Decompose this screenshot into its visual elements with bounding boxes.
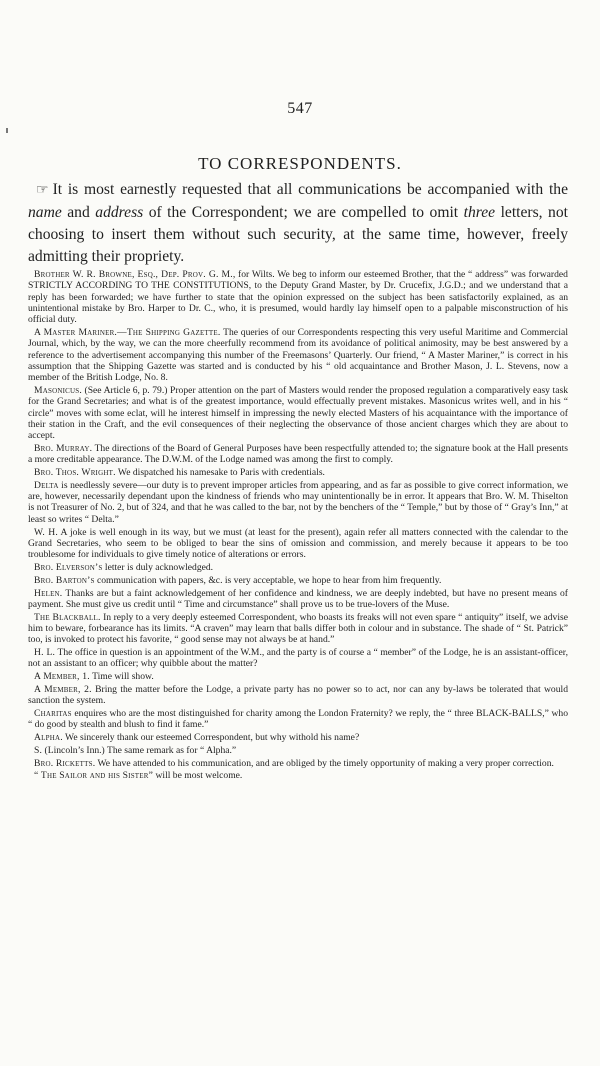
note-head: Charitas [34, 707, 72, 719]
note-helen [28, 588, 568, 611]
note-head: Bro. Thos. Wright. [34, 467, 116, 479]
note-head: Bro. Ricketts. [34, 757, 96, 769]
note-masonicus [28, 385, 568, 441]
note-ricketts [28, 758, 568, 769]
note-member-2 [28, 684, 568, 707]
note-head: H. L. [34, 647, 56, 658]
intro-emphasis-name: name [28, 204, 62, 221]
note-body: communication with papers, &c. is very acceptable, we hope to hear from him frequently. [94, 574, 442, 586]
intro-text-3: of the Correspondent; we are compelled to omit [143, 204, 464, 221]
note-head: Bro. Elverson’s [34, 561, 103, 573]
intro-emphasis-three: three [463, 204, 496, 221]
note-body: Bring the matter before the Lodge, a private party has no power so to act, nor can any by-laws be tolerated that would sanction the system. [28, 683, 568, 707]
note-body: (See Article 6, p. 79.) Proper attention on the part of Masters would render the proposed regulation a comparatively easy task for the Grand Secretaries; and what is of the greatest importance, would effectually prevent mistakes. Masonicus writes well, and in his “ circle” moves with some eclat, will he interest himself in impressing the newly elected Masters of his acquaintance with the importance of their station in the Craft, and the evil consequences of their neglecting the observance of those ancient charges which they are about to accept. [28, 384, 568, 442]
note-head: The Blackball. [34, 611, 101, 623]
note-body: A joke is well enough in its way, but we must (at least for the present), again refer all matters connected with the calendar to the Grand Secretaries, who seem to be obliged to bear the sins of omission and commission, and merely because it appears to be too troublesome for individuals to give timely notice of alterations or errors. [28, 526, 568, 561]
note-body: We dispatched his namesake to Paris with credentials. [115, 467, 325, 479]
note-wh [28, 527, 568, 561]
note-head: Masonicus. [34, 384, 82, 396]
note-head: Brother W. R. Browne, Esq., Dep. Prov. G. M. [34, 269, 233, 280]
note-delta [28, 480, 568, 525]
note-head: Helen. [34, 587, 63, 599]
note-sailor [28, 770, 568, 781]
intro-notice [28, 179, 568, 268]
page-heading: TO CORRESPONDENTS. [198, 154, 402, 173]
note-head: Delta [34, 479, 59, 491]
note-body: In reply to a very deeply esteemed Correspondent, who boasts its freaks will not even spare “ antiquity” itself, we advise him to beware, forbearance has its limits. “A craven” may learn that balls differ both in colour and in substance. The shade of “ St. Patrick” too, is invoked to protect his favorite, “ good sense may not always be at hand.” [28, 611, 568, 646]
note-head: Alpha. [34, 732, 63, 744]
note-murray [28, 443, 568, 466]
note-head: Bro. Murray. [34, 442, 93, 454]
note-head: A Member, 2. [34, 683, 92, 695]
margin-mark [6, 128, 8, 133]
note-charitas [28, 708, 568, 731]
note-body: , for Wilts. We beg to inform our esteemed Brother, that the “ address” was forwarded STRICTLY ACCORDING TO THE CONSTITUTIONS, to the Deputy Grand Master, by Dr. Crucefix, J.G.D.; and we understand that a reply has been forwarded; we have further to state that the opinion expressed on the subject has been satisfactorily explained, as an unintentional mistake by Bro. Harper to Dr. C., who, it is presumed, would hardly lay himself open to a palpable misconstruction of his official duty. [28, 269, 568, 326]
note-body: will be most welcome. [153, 770, 243, 782]
correspondent-notes [28, 269, 568, 783]
note-body: enquires who are the most distinguished for charity among the London Fraternity? we reply, the “ three BLACK-BALLS,” who “ do good by stealth and blush to find it fame.” [28, 707, 568, 731]
note-body: Thanks are but a faint acknowledgement of her confidence and kindness, we are deeply indebted, but have no present means of payment. She must give us credit until “ Time and circumstance” shall prove us to be true-lovers of the Muse. [28, 587, 568, 610]
note-head: A Member, 1. [34, 671, 90, 683]
note-body: The queries of our Correspondents respecting this very useful Maritime and Commercial Journal, which, by the way, we can the more cheerfully recommend from its avoidance of political animosity, may be best answered by a reference to the advertisement accompanying this number of the Freemasons’ Quarterly. Our friend, “ A Master Mariner,” is correct in his assumption that the Shipping Gazette was started and is conducted by his “ old acquaintance and Brother Mason, J. L. Stevens, now a member of the British Lodge, No. 8. [28, 326, 568, 384]
page-number: 547 [287, 100, 313, 117]
note-browne [28, 269, 568, 325]
pointing-hand-icon: ☞ [36, 183, 49, 198]
note-head: S. [34, 744, 43, 756]
note-head: W. H. [34, 526, 58, 538]
intro-text-4: letters, not choosing to insert them without such security, at the same time, however, freely admitting their propriety. [28, 204, 568, 265]
note-lincolns-inn [28, 745, 568, 756]
note-body: is needlessly severe—our duty is to prevent improper articles from appearing, and as far as possible to give correct information, we are, however, necessarily dependant upon the kindness of friends who may unintentionally be in error. It appears that Bro. W. M. Thiselton is not Treasurer of No. 2, but of 324, and that he was called to the bar, not by the benchers of the “ Temple,” but by those of “ Gray’s Inn,” at least so writes “ Delta.” [28, 479, 568, 525]
note-body: (Lincoln’s Inn.) The same remark as for “ Alpha.” [42, 744, 237, 756]
note-body: letter is duly acknowledged. [102, 561, 214, 573]
note-head: A Master Mariner.—The Shipping Gazette. [34, 326, 221, 338]
note-alpha [28, 732, 568, 743]
note-member-1 [28, 671, 568, 682]
intro-text-1: It is most earnestly requested that all communications be accompanied with the [52, 181, 568, 198]
intro-emphasis-address: address [95, 204, 144, 221]
note-wright [28, 467, 568, 478]
note-master-mariner [28, 327, 568, 383]
note-body: We have attended to his communication, and are obliged by the timely opportunity of making a very proper correction. [95, 757, 554, 769]
intro-paragraph [28, 179, 568, 268]
note-blackball [28, 612, 568, 646]
note-hl [28, 647, 568, 670]
note-body: The office in question is an appointment of the W.M., and the party is of course a “ member” of the Lodge, he is an assistant-officer, not an assistant to an officer; why quibble about the matter? [28, 647, 568, 670]
note-barton [28, 575, 568, 586]
note-body: Time will show. [89, 671, 154, 683]
note-body: We sincerely thank our esteemed Correspondent, but why withold his name? [62, 732, 360, 744]
note-head: Bro. Barton’s [34, 574, 95, 586]
note-elverson [28, 562, 568, 573]
note-body: The directions of the Board of General Purposes have been respectfully attended to; the signature book at the Hall presents a more creditable appearance. The D.W.M. of the Lodge named was among the first to comply. [28, 442, 568, 466]
note-head: “ The Sailor and his Sister” [34, 770, 154, 782]
intro-text-2: and [61, 204, 96, 221]
